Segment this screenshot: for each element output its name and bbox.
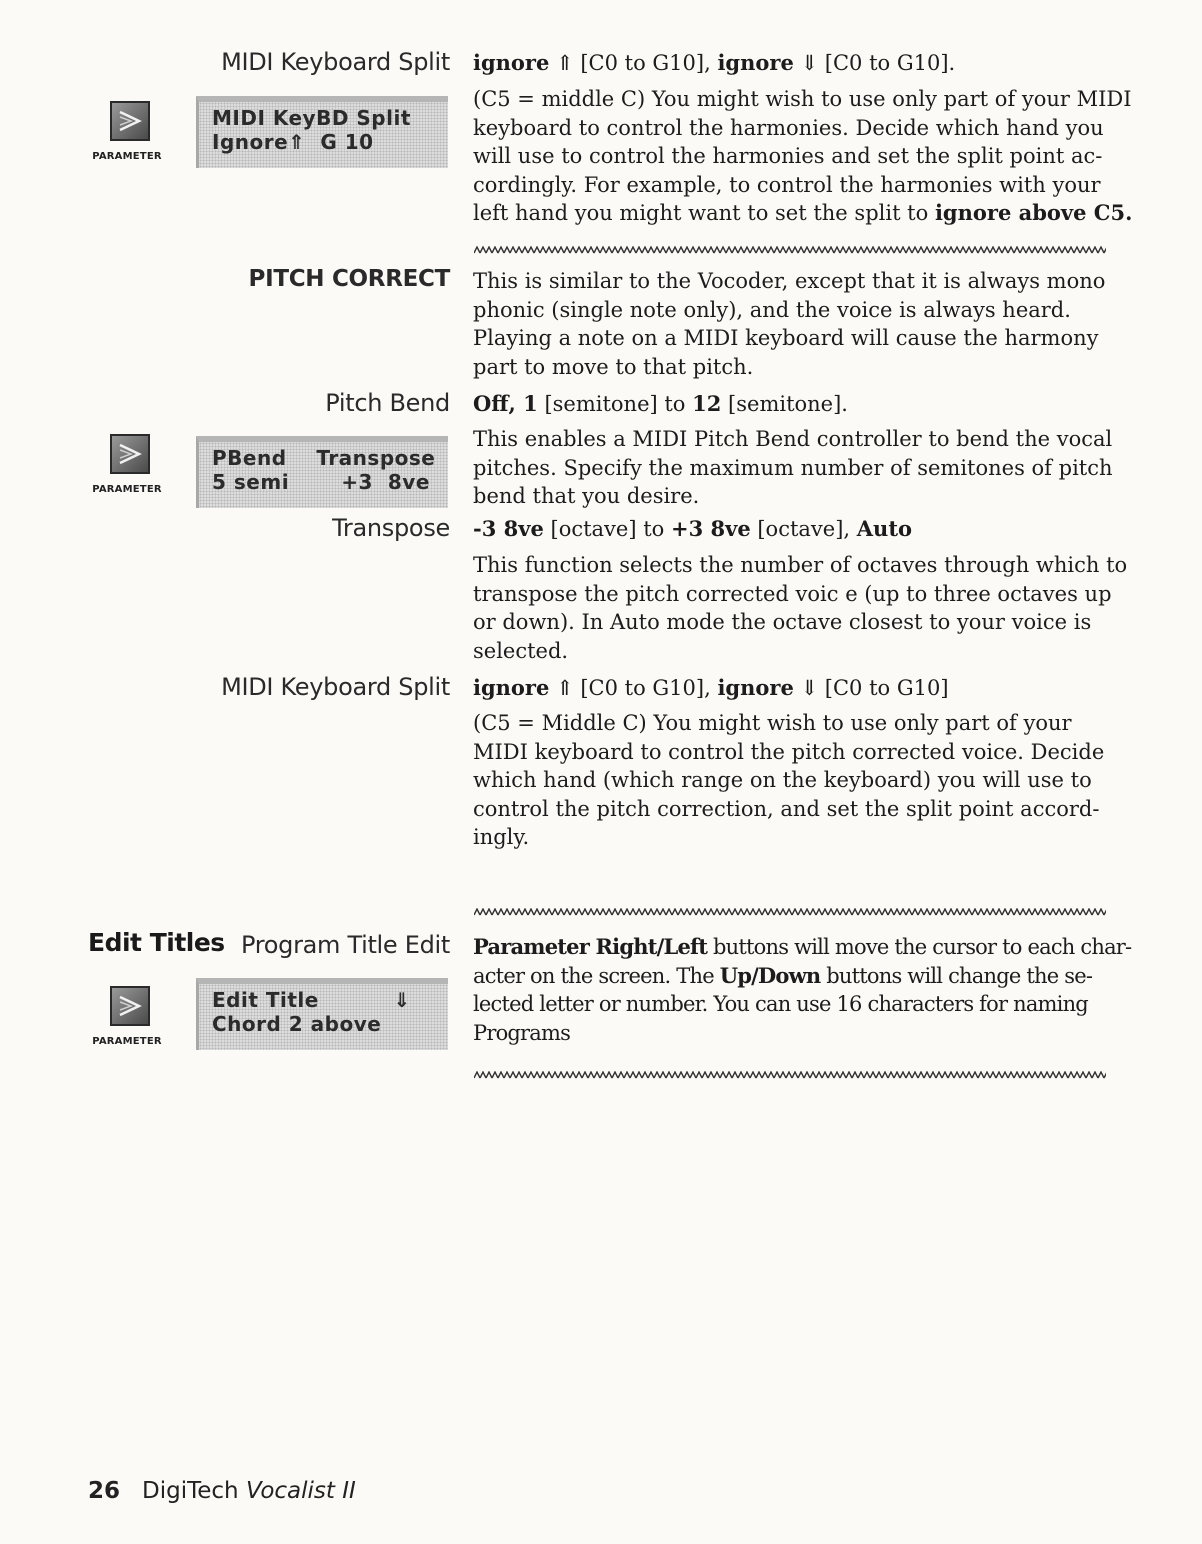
lcd-display-pbend-transpose bbox=[196, 436, 448, 508]
section-divider bbox=[474, 246, 1106, 254]
edit-titles-heading: Edit Titles bbox=[88, 928, 225, 957]
parameter-button[interactable] bbox=[90, 986, 170, 1047]
pitch-bend-range: Off, 1 [semitone] to 12 [semitone]. bbox=[473, 391, 848, 416]
parameter-arrow-icon bbox=[110, 101, 150, 141]
lcd-display-keybd-split bbox=[196, 96, 448, 168]
lcd-line-1: MIDI KeyBD Split bbox=[212, 106, 411, 130]
parameter-button[interactable] bbox=[90, 434, 170, 495]
program-title-edit-label: Program Title Edit bbox=[240, 931, 450, 959]
brand-name: DigiTech bbox=[142, 1478, 246, 1504]
midi-keyboard-split-range: ignore ⇑ [C0 to G10], ignore ⇓ [C0 to G10]. bbox=[473, 50, 956, 75]
parameter-caption: PARAMETER bbox=[92, 484, 162, 495]
pitch-midi-keyboard-split-description: (C5 = Middle C) You might wish to use only part of your MIDI keyboard to control the pitch corrected voice. Decide which hand (which range on the keyboard) you will use to control the pitch correction, and set the split point accordingly. bbox=[473, 711, 1105, 849]
lcd-line-2: 5 semi +3 8ve bbox=[212, 470, 430, 494]
pitch-midi-keyboard-split-range: ignore ⇑ [C0 to G10], ignore ⇓ [C0 to G10] bbox=[473, 675, 949, 700]
transpose-description: This function selects the number of octaves through which to transpose the pitch corrected voic e (up to three octaves up or down). In Auto mode the octave closest to your voice is selected. bbox=[473, 553, 1128, 663]
pitch-bend-description: This enables a MIDI Pitch Bend controller to bend the vocal pitches. Specify the maximum number of semitones of pitch bend that you desire. bbox=[473, 427, 1113, 508]
lcd-line-2: Ignore⇑ G 10 bbox=[212, 130, 374, 154]
lcd-display-edit-title bbox=[196, 978, 448, 1050]
section-divider bbox=[474, 1071, 1106, 1079]
transpose-range: -3 8ve [octave] to +3 8ve [octave], Auto bbox=[473, 516, 913, 541]
edit-titles-description: Parameter Right/Left buttons will move the cursor to each character on the screen. The Up/Down buttons will change the selected letter or number. You can use 16 characters for naming Programs bbox=[473, 934, 1133, 1045]
parameter-button[interactable] bbox=[90, 101, 170, 162]
parameter-caption: PARAMETER bbox=[92, 1036, 162, 1047]
pitch-correct-description: This is similar to the Vocoder, except that it is always mono phonic (single note only), and the voice is always heard. Playing a note on a MIDI keyboard will cause the harmony part to move to that pitch. bbox=[473, 269, 1106, 379]
product-name: Vocalist II bbox=[245, 1478, 356, 1504]
parameter-caption: PARAMETER bbox=[92, 151, 162, 162]
lcd-line-1: Edit Title ⇓ bbox=[212, 988, 411, 1012]
parameter-arrow-icon bbox=[110, 986, 150, 1026]
parameter-arrow-icon bbox=[110, 434, 150, 474]
midi-keyboard-split-label: MIDI Keyboard Split bbox=[221, 48, 450, 76]
pitch-bend-label: Pitch Bend bbox=[325, 389, 450, 417]
lcd-line-1: PBend Transpose bbox=[212, 446, 436, 470]
pitch-correct-heading: PITCH CORRECT bbox=[248, 266, 450, 292]
lcd-line-2: Chord 2 above bbox=[212, 1012, 382, 1036]
page-number: 26 bbox=[88, 1478, 121, 1504]
midi-keyboard-split-description: (C5 = middle C) You might wish to use only part of your MIDI keyboard to control the harmonies. Decide which hand you will use to control the harmonies and set the split point accordingly. For example, to control the harmonies with your left hand you might want to set the split to ignore above C5. bbox=[473, 87, 1133, 225]
transpose-label: Transpose bbox=[332, 514, 450, 542]
section-divider bbox=[474, 908, 1106, 916]
page-footer bbox=[88, 1478, 356, 1504]
pitch-midi-keyboard-split-label: MIDI Keyboard Split bbox=[221, 673, 450, 701]
